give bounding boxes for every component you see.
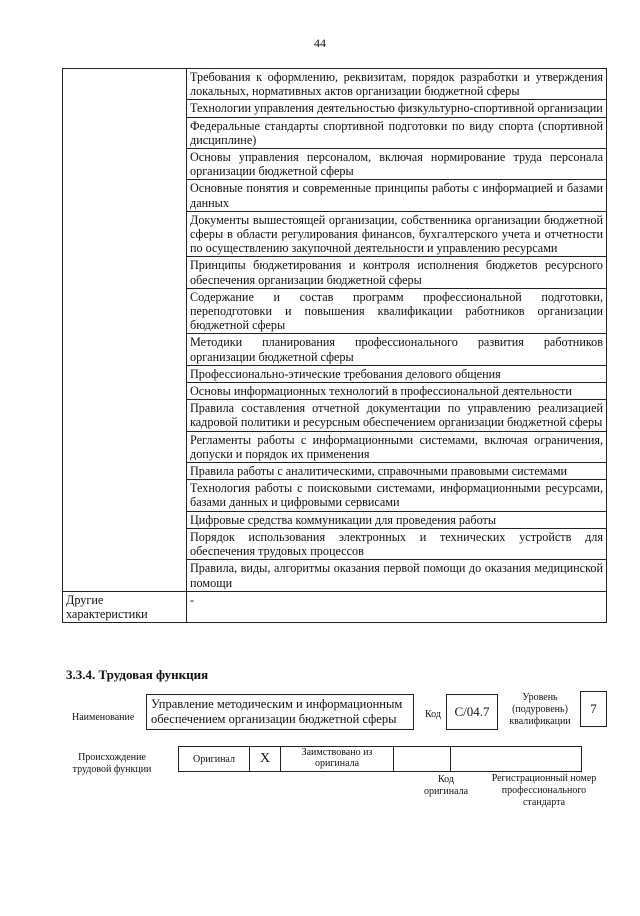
other-characteristics-value: - — [187, 591, 607, 622]
reg-number-caption: Регистрационный номер профессионального стандарта — [491, 773, 597, 808]
function-name-box: Управление методическим и информационным обеспечением организации бюджетной сферы — [146, 694, 414, 730]
function-code-box: С/04.7 — [446, 694, 498, 730]
origin-label: Происхождение трудовой функции — [72, 752, 152, 775]
level-label: Уровень (подуровень) квалификации — [509, 692, 571, 727]
knowledge-label-cell — [63, 69, 187, 592]
knowledge-item: Правила составления отчетной документации по управлению реализацией кадровой политики и ресурсным обеспечением организации бюджетной сферы — [187, 400, 607, 431]
origin-table — [178, 746, 582, 772]
code-original-cell — [394, 747, 451, 772]
section-heading: 3.3.4. Трудовая функция — [66, 667, 209, 682]
knowledge-item: Правила работы с аналитическими, справочными правовыми системами — [187, 463, 607, 480]
table-row — [63, 591, 607, 622]
name-label: Наименование — [72, 712, 135, 723]
knowledge-item: Технология работы с поисковыми системами, информационными ресурсами, базами данных и цифровыми сервисами — [187, 480, 607, 511]
reg-number-cell — [451, 747, 582, 772]
knowledge-item: Документы вышестоящей организации, собственника организации бюджетной сферы в области регулирования финансов, бухгалтерского учета и отчетности по осуществлению закупочной деятельности и управлению ресурсами — [187, 211, 607, 257]
knowledge-item: Основы информационных технологий в профессиональной деятельности — [187, 383, 607, 400]
knowledge-item: Основы управления персоналом, включая нормирование труда персонала организации бюджетной сферы — [187, 149, 607, 180]
code-original-caption: Код оригинала — [423, 774, 469, 797]
knowledge-item: Основные понятия и современные принципы работы с информацией и базами данных — [187, 180, 607, 211]
table-row — [63, 69, 607, 100]
knowledge-item: Профессионально-этические требования делового общения — [187, 365, 607, 382]
page-number: 44 — [314, 36, 326, 50]
knowledge-item: Регламенты работы с информационными системами, включая ограничения, допуски и порядок их применения — [187, 431, 607, 462]
knowledge-item: Цифровые средства коммуникации для проведения работы — [187, 511, 607, 528]
original-label-cell: Оригинал — [179, 747, 250, 772]
level-box: 7 — [580, 691, 607, 727]
code-label: Код — [425, 709, 441, 720]
original-mark-cell: X — [250, 747, 281, 772]
knowledge-item: Содержание и состав программ профессиональной подготовки, переподготовки и повышения квалификации работников организации бюджетной сферы — [187, 288, 607, 334]
knowledge-item: Правила, виды, алгоритмы оказания первой помощи до оказания медицинской помощи — [187, 560, 607, 591]
other-characteristics-label: Другие характеристики — [63, 591, 187, 622]
knowledge-item: Технологии управления деятельностью физкультурно-спортивной организации — [187, 100, 607, 117]
knowledge-item: Требования к оформлению, реквизитам, порядок разработки и утверждения локальных, нормативных актов организации бюджетной сферы — [187, 69, 607, 100]
knowledge-item: Методики планирования профессионального развития работников организации бюджетной сферы — [187, 334, 607, 365]
knowledge-item: Порядок использования электронных и технических устройств для обеспечения трудовых процессов — [187, 528, 607, 559]
borrowed-label-cell: Заимствовано из оригинала — [281, 747, 394, 772]
knowledge-item: Принципы бюджетирования и контроля исполнения бюджетов ресурсного обеспечения организации бюджетной сферы — [187, 257, 607, 288]
knowledge-table — [62, 68, 607, 623]
knowledge-item: Федеральные стандарты спортивной подготовки по виду спорта (спортивной дисциплине) — [187, 117, 607, 148]
